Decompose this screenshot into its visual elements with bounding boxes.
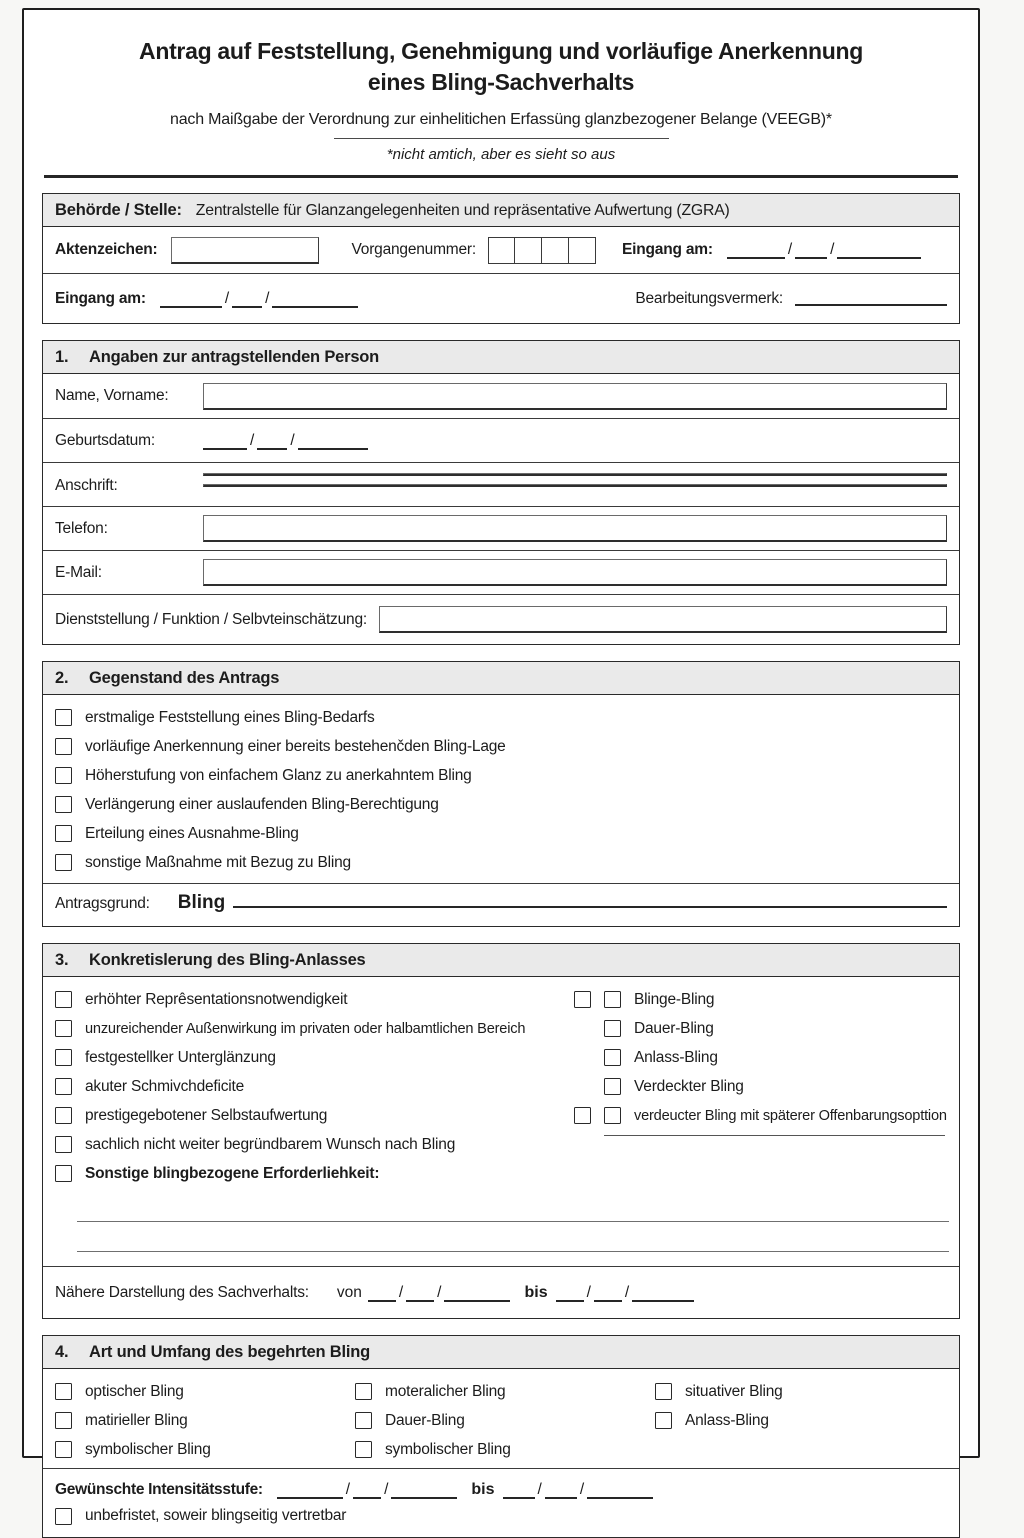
option-label: moteralicher Bling	[385, 1382, 506, 1400]
option-label: Verlängerung einer auslaufenden Bling-Berechtigung	[85, 795, 439, 813]
date-separator: /	[265, 289, 270, 307]
section-3-title: Konkretislerung des Bling-Anlasses	[89, 951, 366, 970]
blank-segment[interactable]	[587, 1484, 653, 1499]
address-input-line2[interactable]	[203, 484, 947, 487]
option-row	[655, 1377, 955, 1406]
checkbox[interactable]	[574, 991, 591, 1008]
von-label: von	[336, 1283, 362, 1301]
case-number-cell[interactable]	[542, 237, 569, 264]
detail-from-date[interactable]	[337, 1284, 511, 1302]
date-blank-day[interactable]	[203, 435, 247, 450]
section-2-options	[43, 695, 959, 883]
received2-date-blanks[interactable]	[160, 290, 359, 308]
section-2-number: 2.	[55, 669, 69, 688]
detail-to-date[interactable]	[510, 1284, 694, 1302]
option-row	[55, 703, 947, 732]
date-separator: /	[830, 241, 835, 259]
option-label: optischer Bling	[85, 1382, 184, 1400]
intensity-block	[43, 1468, 959, 1537]
processing-note-blank[interactable]	[795, 291, 947, 306]
checkbox[interactable]	[55, 1078, 72, 1095]
section-3-options	[43, 977, 959, 1188]
checkbox[interactable]	[55, 1136, 72, 1153]
date-separator: /	[437, 1283, 442, 1301]
date-blank-day[interactable]	[727, 244, 785, 259]
intensity-from-blanks[interactable]	[277, 1481, 458, 1499]
option-row	[55, 848, 947, 877]
checkbox[interactable]	[55, 709, 72, 726]
option-label: situativer Bling	[685, 1382, 783, 1400]
received-date-blanks[interactable]	[727, 241, 922, 259]
form-subtitle: nach Maißgabe der Verordnung zur einhelitichen Erfassüng glanzbezogener Belange (VEEGB)*	[170, 111, 832, 129]
section-4-col3	[655, 1377, 955, 1464]
date-blank-month[interactable]	[257, 435, 287, 450]
option-row	[55, 1072, 570, 1101]
reason-blank[interactable]	[233, 892, 947, 908]
option-label: sachlich nicht weiter begründbarem Wunsch nach Bling	[85, 1135, 456, 1153]
section-4-options	[43, 1369, 959, 1468]
date-separator: /	[586, 1283, 591, 1301]
reason-label: Antragsgrund:	[55, 895, 150, 913]
option-row	[55, 819, 947, 848]
blank-segment[interactable]	[503, 1484, 535, 1499]
option-underline	[604, 1132, 945, 1136]
option-label: verdeucter Bling mit späterer Offenbarungsopttion	[634, 1107, 947, 1124]
received2-label: Eingang am:	[55, 289, 146, 307]
processing-note-label: Bearbeitungsvermerk:	[635, 289, 783, 307]
option-label: festgestellker Unterglänzung	[85, 1048, 276, 1066]
date-separator: /	[345, 1481, 351, 1499]
option-label: Dauer-Bling	[634, 1019, 714, 1037]
option-label: erstmalige Feststellung eines Bling-Bedarfs	[85, 708, 375, 726]
option-row	[355, 1435, 655, 1464]
option-label: erhöhter Reprêsentationsnotwendigkeit	[85, 990, 348, 1008]
authority-row-1	[43, 227, 959, 273]
option-label: Höherstufung von einfachem Glanz zu anerkahntem Bling	[85, 766, 472, 784]
section-1-header	[43, 341, 959, 374]
authority-block	[42, 193, 960, 324]
checkbox[interactable]	[55, 991, 72, 1008]
checkbox[interactable]	[604, 1049, 621, 1066]
option-row	[574, 1072, 947, 1101]
received-label: Eingang am:	[622, 241, 713, 259]
date-blank-year[interactable]	[444, 1287, 510, 1302]
file-number-input[interactable]	[171, 237, 319, 264]
checkbox[interactable]	[55, 796, 72, 813]
form-page	[22, 8, 980, 1525]
checkbox[interactable]	[604, 1020, 621, 1037]
option-row	[574, 1014, 947, 1043]
blank-segment[interactable]	[353, 1484, 381, 1499]
checkbox[interactable]	[355, 1441, 372, 1458]
option-label: Anlass-Bling	[685, 1411, 769, 1429]
option-row	[55, 732, 947, 761]
section-3	[42, 943, 960, 1319]
checkbox[interactable]	[55, 767, 72, 784]
checkbox[interactable]	[55, 1020, 72, 1037]
date-blank-year[interactable]	[298, 435, 368, 450]
date-separator: /	[224, 289, 230, 307]
section-1-title: Angaben zur antragstellenden Person	[89, 348, 380, 367]
checkbox[interactable]	[604, 991, 621, 1008]
form-footnote: *nicht amtich, aber es sieht so aus	[386, 146, 616, 164]
option-row	[55, 790, 947, 819]
form-title-line1: Antrag auf Feststellung, Genehmigung und vorläufige Anerkennung	[139, 38, 863, 64]
option-label: symbolischer Bling	[85, 1440, 211, 1458]
option-row-other	[55, 1159, 570, 1188]
form-title	[42, 36, 960, 98]
reason-value: Bling	[177, 892, 226, 914]
authority-header	[43, 194, 959, 227]
option-label: Blinge-Bling	[634, 990, 715, 1008]
date-separator: /	[787, 241, 793, 259]
option-row	[55, 985, 570, 1014]
bis-label: bis	[471, 1481, 495, 1499]
email-label: E-Mail:	[55, 563, 102, 581]
reason-row	[43, 883, 959, 926]
subtitle-underline	[334, 138, 669, 139]
name-input[interactable]	[203, 383, 947, 410]
checkbox[interactable]	[55, 1165, 72, 1182]
date-separator: /	[250, 431, 255, 449]
option-label: vorläufige Anerkennung einer bereits bestehenčden Bling-Lage	[85, 737, 506, 755]
option-row	[574, 1043, 947, 1072]
case-number-cell[interactable]	[515, 237, 542, 264]
detail-row	[43, 1266, 959, 1318]
option-row	[655, 1406, 955, 1435]
date-blank-month[interactable]	[594, 1287, 622, 1302]
option-row	[355, 1377, 655, 1406]
option-row	[55, 1435, 355, 1464]
authority-row-2	[43, 273, 959, 323]
date-blank-month[interactable]	[232, 293, 262, 308]
case-number-cell[interactable]	[569, 237, 596, 264]
date-separator: /	[398, 1283, 404, 1301]
option-label: unzureichender Außenwirkung im privaten oder halbamtlichen Bereich	[85, 1020, 526, 1037]
case-number-label: Vorgangenummer:	[351, 241, 477, 259]
section-2-header	[43, 662, 959, 695]
date-separator: /	[624, 1283, 630, 1301]
option-row	[55, 761, 947, 790]
authority-value: Zentralstelle für Glanzangelegenheiten und repräsentative Aufwertung (ZGRA)	[195, 202, 730, 220]
date-blank-year[interactable]	[272, 293, 358, 308]
blank-segment[interactable]	[545, 1484, 577, 1499]
role-label: Dienststellung / Funktion / Selbvteinschätzung:	[55, 610, 367, 628]
option-row	[55, 1130, 570, 1159]
name-row	[43, 374, 959, 418]
checkbox[interactable]	[55, 1107, 72, 1124]
blank-segment[interactable]	[391, 1484, 457, 1499]
phone-label: Telefon:	[55, 519, 108, 537]
section-4-col2	[355, 1377, 655, 1464]
option-label: Dauer-Bling	[385, 1411, 465, 1429]
checkbox[interactable]	[355, 1412, 372, 1429]
checkbox[interactable]	[355, 1383, 372, 1400]
role-row	[43, 594, 959, 644]
date-separator: /	[537, 1481, 542, 1499]
form-title-line2: eines Bling-Sachverhalts	[367, 69, 635, 96]
checkbox[interactable]	[655, 1412, 672, 1429]
section-2	[42, 661, 960, 927]
section-3-left-column	[55, 985, 570, 1188]
file-number-label: Aktenzeichen:	[55, 241, 158, 259]
unlimited-row	[43, 1501, 959, 1537]
bis-label: bis	[524, 1283, 548, 1301]
address-input-line1[interactable]	[203, 473, 947, 476]
option-row	[55, 1014, 570, 1043]
header-rule	[44, 175, 958, 178]
date-blank-day[interactable]	[160, 293, 222, 308]
date-blank-day[interactable]	[556, 1287, 584, 1302]
checkbox[interactable]	[55, 1412, 72, 1429]
name-label: Name, Vorname:	[55, 387, 169, 405]
date-blank-month[interactable]	[406, 1287, 434, 1302]
option-row	[55, 1101, 570, 1130]
checkbox[interactable]	[655, 1383, 672, 1400]
option-label: Verdeckter Bling	[634, 1077, 744, 1095]
intensity-label: Gewünschte Intensitätsstufe:	[55, 1481, 263, 1499]
section-4-title: Art und Umfang des begehrten Bling	[89, 1343, 371, 1362]
date-separator: /	[384, 1481, 389, 1499]
authority-label: Behörde / Stelle:	[55, 201, 182, 220]
free-text-line[interactable]	[77, 1192, 949, 1222]
checkbox[interactable]	[55, 825, 72, 842]
detail-label: Nähere Darstellung des Sachverhalts:	[55, 1283, 309, 1301]
option-row	[55, 1406, 355, 1435]
date-blank-year[interactable]	[837, 244, 921, 259]
checkbox[interactable]	[55, 854, 72, 871]
free-text-line[interactable]	[77, 1222, 949, 1252]
option-label: sonstige Maßnahme mit Bezug zu Bling	[85, 853, 351, 871]
option-row	[55, 1377, 355, 1406]
checkbox[interactable]	[55, 1508, 72, 1525]
option-row	[355, 1406, 655, 1435]
section-4-col1	[55, 1377, 355, 1464]
section-3-number: 3.	[55, 951, 69, 970]
email-input[interactable]	[203, 559, 947, 586]
birthdate-blanks[interactable]	[203, 432, 368, 450]
section-4	[42, 1335, 960, 1538]
address-row	[43, 462, 959, 506]
date-blank-month[interactable]	[795, 244, 827, 259]
intensity-row	[43, 1469, 959, 1501]
option-label: matirieller Bling	[85, 1411, 188, 1429]
date-separator: /	[579, 1481, 585, 1499]
checkbox[interactable]	[55, 1383, 72, 1400]
section-4-header	[43, 1336, 959, 1369]
phone-row	[43, 506, 959, 550]
option-label: Anlass-Bling	[634, 1048, 718, 1066]
date-separator: /	[290, 431, 295, 449]
date-blank-year[interactable]	[632, 1287, 694, 1302]
case-number-cells[interactable]	[488, 237, 596, 264]
option-row	[55, 1043, 570, 1072]
section-4-number: 4.	[55, 1343, 69, 1362]
phone-input[interactable]	[203, 515, 947, 542]
other-requirement-label: Sonstige blingbezogene Erforderliehkeit:	[85, 1164, 380, 1182]
blank-segment[interactable]	[277, 1484, 343, 1499]
option-label: Erteilung eines Ausnahme-Bling	[85, 824, 299, 842]
section-1-number: 1.	[55, 348, 69, 367]
email-row	[43, 550, 959, 594]
intensity-to-blanks[interactable]	[457, 1481, 653, 1499]
option-row	[574, 1101, 947, 1130]
section-1	[42, 340, 960, 645]
section-2-title: Gegenstand des Antrags	[89, 669, 280, 688]
checkbox[interactable]	[574, 1107, 591, 1124]
option-label: symbolischer Bling	[385, 1440, 511, 1458]
checkbox[interactable]	[55, 738, 72, 755]
section-3-right-column	[570, 985, 947, 1188]
checkbox[interactable]	[55, 1049, 72, 1066]
option-row	[574, 985, 947, 1014]
case-number-cell[interactable]	[488, 237, 515, 264]
option-label: akuter Schmivchdeficite	[85, 1077, 245, 1095]
checkbox[interactable]	[604, 1107, 621, 1124]
address-label: Anschrift:	[55, 477, 118, 495]
free-text-lines	[43, 1188, 959, 1266]
birthdate-row	[43, 418, 959, 462]
date-blank-day[interactable]	[368, 1287, 396, 1302]
checkbox[interactable]	[55, 1441, 72, 1458]
unlimited-label: unbefristet, soweir blingseitig vertretbar	[85, 1507, 347, 1525]
birthdate-label: Geburtsdatum:	[55, 431, 155, 449]
checkbox[interactable]	[604, 1078, 621, 1095]
section-3-header	[43, 944, 959, 977]
role-input[interactable]	[379, 606, 947, 633]
option-label: prestigegebotener Selbstaufwertung	[85, 1106, 328, 1124]
